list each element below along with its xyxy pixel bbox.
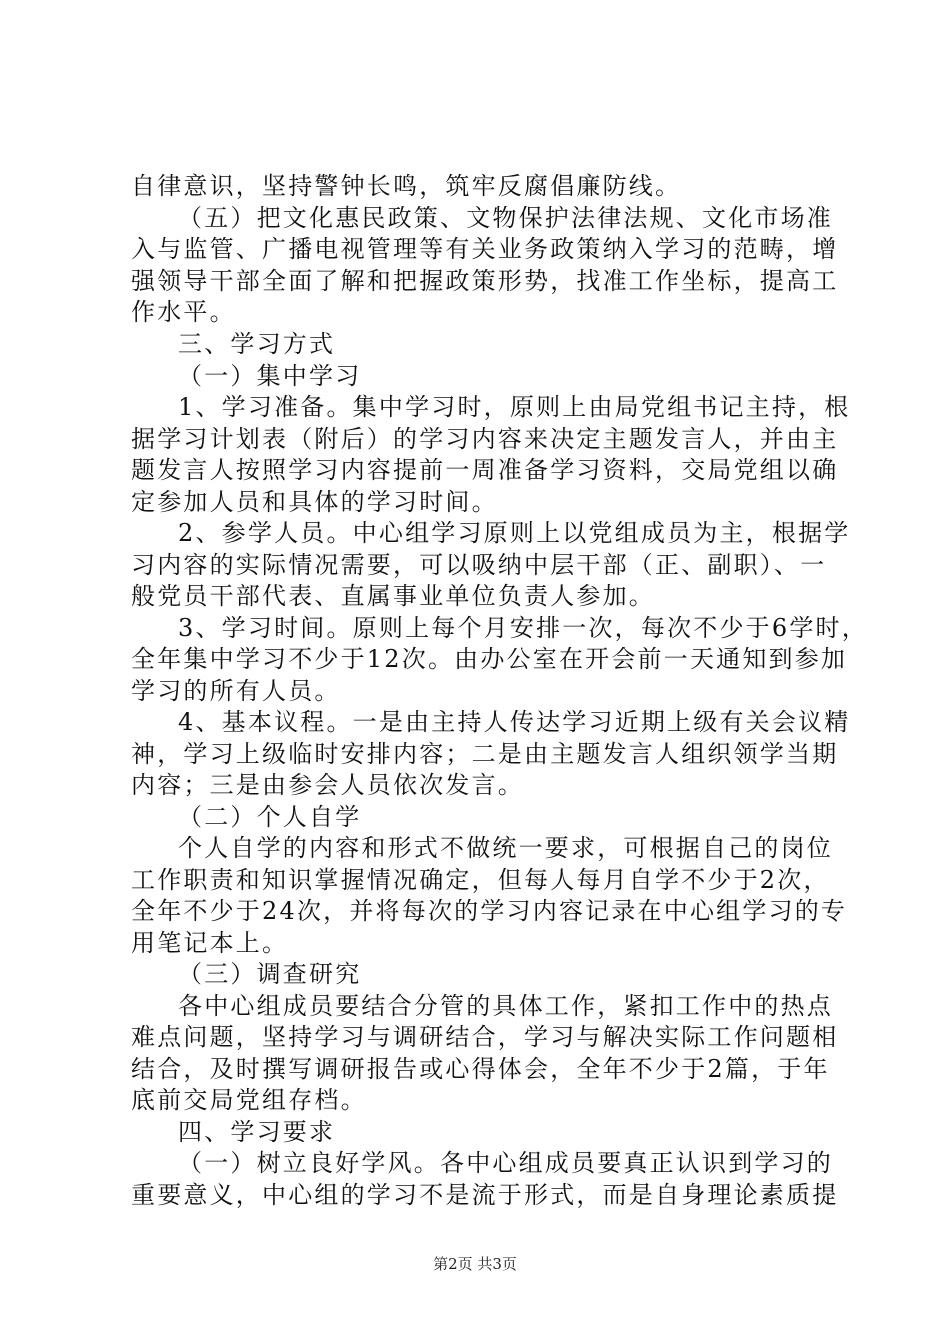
body-line: 工作职责和知识掌握情况确定，但每人每月自学不少于2次，	[131, 866, 830, 894]
body-line: 习内容的实际情况需要，可以吸纳中层干部（正、副职）、一	[131, 551, 827, 579]
page-footer: 第2页 共3页	[433, 1255, 517, 1273]
paragraph-start-line: 1、学习准备。集中学习时，原则上由局党组书记主持，根	[178, 393, 851, 421]
body-line: 自律意识，坚持警钟长鸣，筑牢反腐倡廉防线。	[131, 172, 682, 200]
body-line: 强领导干部全面了解和把握政策形势，找准工作坐标，提高工	[131, 267, 839, 295]
body-line: 学习的所有人员。	[131, 677, 341, 705]
paragraph-start-line: 4、基本议程。一是由主持人传达学习近期上级有关会议精	[178, 708, 851, 736]
section-heading: 三、学习方式	[178, 330, 336, 358]
paragraph-start-line: 个人自学的内容和形式不做统一要求，可根据自己的岗位	[178, 834, 833, 862]
body-line: 全年不少于24次，并将每次的学习内容记录在中心组学习的专	[131, 897, 848, 925]
body-line: 般党员干部代表、直属事业单位负责人参加。	[131, 582, 655, 610]
paragraph-start-line: （一）树立良好学风。各中心组成员要真正认识到学习的	[178, 1149, 833, 1177]
body-line: 底前交局党组存档。	[131, 1086, 367, 1114]
body-line: 难点问题，坚持学习与调研结合，学习与解决实际工作问题相	[131, 1023, 839, 1051]
body-line: 神，学习上级临时安排内容；二是由主题发言人组织领学当期	[131, 740, 839, 768]
body-line: 全年集中学习不少于12次。由办公室在开会前一天通知到参加	[131, 645, 848, 673]
subsection-heading: （一）集中学习	[178, 362, 362, 390]
body-line: 题发言人按照学习内容提前一周准备学习资料，交局党组以确	[131, 456, 839, 484]
body-line: 重要意义，中心组的学习不是流于形式，而是自身理论素质提	[131, 1181, 839, 1209]
subsection-heading: （二）个人自学	[178, 803, 362, 831]
body-line: 结合，及时撰写调研报告或心得体会，全年不少于2篇，于年	[131, 1055, 830, 1083]
body-line: 入与监管、广播电视管理等有关业务政策纳入学习的范畴，增	[131, 235, 839, 263]
subsection-heading: （三）调查研究	[178, 960, 362, 988]
paragraph-start-line: 2、参学人员。中心组学习原则上以党组成员为主，根据学	[178, 519, 851, 547]
body-line: 定参加人员和具体的学习时间。	[131, 488, 498, 516]
section-heading: 四、学习要求	[178, 1118, 336, 1146]
paragraph-start-line: 各中心组成员要结合分管的具体工作，紧扣工作中的热点	[178, 992, 833, 1020]
body-line: 据学习计划表（附后）的学习内容来决定主题发言人，并由主	[131, 425, 839, 453]
paragraph-start-line: 3、学习时间。原则上每个月安排一次，每次不少于6学时，	[178, 614, 868, 642]
body-line: 内容；三是由参会人员依次发言。	[131, 771, 524, 799]
section-item-line: （五）把文化惠民政策、文物保护法律法规、文化市场准	[178, 204, 833, 232]
body-line: 用笔记本上。	[131, 929, 289, 957]
body-line: 作水平。	[131, 298, 236, 326]
